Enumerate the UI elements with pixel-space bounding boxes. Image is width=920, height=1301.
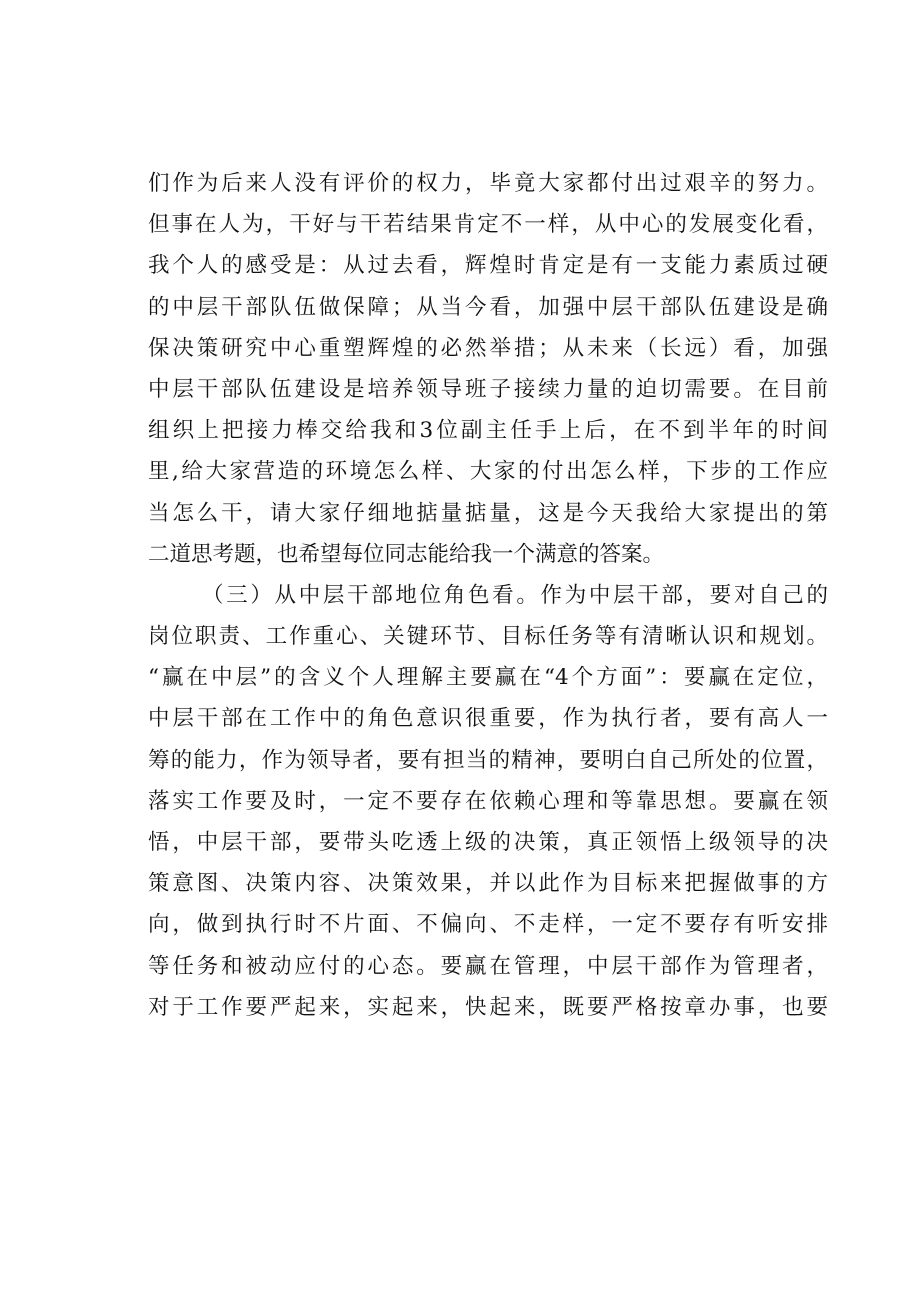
text-line: 但事在人为，干好与干若结果肯定不一样，从中心的发展变化看， <box>148 212 828 238</box>
text-line: 中层干部在工作中的角色意识很重要，作为执行者，要有高人一 <box>148 706 828 732</box>
text-line: “赢在中层”的含义个人理解主要赢在“4个方面”：要赢在定位， <box>148 665 828 691</box>
text-line: 当怎么干，请大家仔细地掂量掂量，这是今天我给大家提出的第 <box>148 500 828 526</box>
text-line: 向，做到执行时不片面、不偏向、不走样，一定不要存有听安排 <box>148 912 828 938</box>
text-line: 落实工作要及时，一定不要存在依赖心理和等靠思想。要赢在领 <box>148 788 828 814</box>
text-line: 岗位职责、工作重心、关键环节、目标任务等有清晰认识和规划。 <box>148 624 828 650</box>
text-line: 我个人的感受是：从过去看，辉煌时肯定是有一支能力素质过硬 <box>148 253 828 279</box>
text-line: 策意图、决策内容、决策效果，并以此作为目标来把握做事的方 <box>148 871 828 897</box>
text-line: 对于工作要严起来，实起来，快起来，既要严格按章办事，也要 <box>148 994 828 1020</box>
section-heading-line: （三）从中层干部地位角色看。作为中层干部，要对自己的 <box>202 582 828 608</box>
text-line: 里,给大家营造的环境怎么样、大家的付出怎么样，下步的工作应 <box>148 459 828 485</box>
paragraph-2 <box>148 575 828 1028</box>
document-body <box>148 163 828 1028</box>
text-line: 们作为后来人没有评价的权力，毕竟大家都付出过艰辛的努力。 <box>148 171 828 196</box>
text-line: 等任务和被动应付的心态。要赢在管理，中层干部作为管理者， <box>148 953 828 979</box>
text-line: 的中层干部队伍做保障；从当今看，加强中层干部队伍建设是确 <box>148 294 828 320</box>
text-line: 筹的能力，作为领导者，要有担当的精神，要明白自己所处的位置， <box>148 747 828 773</box>
text-line: 悟，中层干部，要带头吃透上级的决策，真正领悟上级领导的决 <box>148 830 828 855</box>
paragraph-1 <box>148 163 828 575</box>
text-line: 保决策研究中心重塑辉煌的必然举措；从未来（长远）看，加强 <box>148 335 828 361</box>
text-line: 中层干部队伍建设是培养领导班子接续力量的迫切需要。在目前 <box>148 376 828 402</box>
text-line: 组织上把接力棒交给我和3位副主任手上后，在不到半年的时间 <box>148 418 828 444</box>
text-line: 二道思考题，也希望每位同志能给我一个满意的答案。 <box>148 541 665 567</box>
